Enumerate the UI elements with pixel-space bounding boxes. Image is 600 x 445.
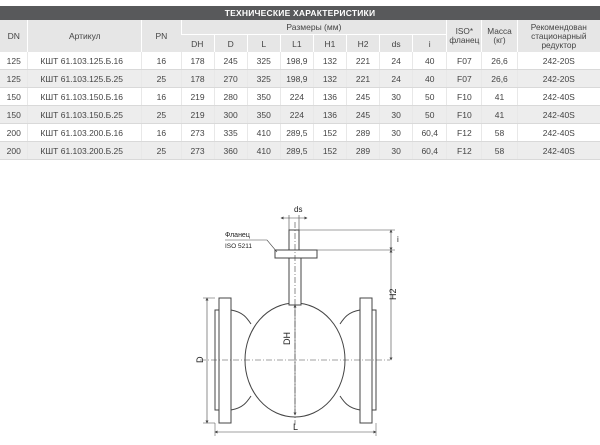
specifications-table xyxy=(0,6,600,160)
cell-dh: 178 xyxy=(181,52,214,70)
cell-l1: 224 xyxy=(280,106,313,124)
cell-article: КШТ 61.103.200.Б.25 xyxy=(28,142,142,160)
cell-i: 60,4 xyxy=(413,124,447,142)
cell-l: 325 xyxy=(247,70,280,88)
cell-i: 60,4 xyxy=(413,142,447,160)
table-row xyxy=(0,70,600,88)
header-iso-line1: ISO* xyxy=(455,26,474,36)
cell-l: 350 xyxy=(247,106,280,124)
cell-iso-flange: F10 xyxy=(447,106,482,124)
cell-h1: 136 xyxy=(313,88,346,106)
cell-pn: 25 xyxy=(142,70,181,88)
cell-iso-flange: F12 xyxy=(447,124,482,142)
cell-mass: 26,6 xyxy=(482,52,517,70)
cell-dn: 200 xyxy=(0,142,28,160)
cell-h2: 289 xyxy=(346,142,379,160)
table-row xyxy=(0,88,600,106)
cell-mass: 41 xyxy=(482,106,517,124)
header-mass-line1: Масса xyxy=(487,26,512,36)
cell-h2: 289 xyxy=(346,124,379,142)
cell-pn: 25 xyxy=(142,142,181,160)
cell-dh: 273 xyxy=(181,142,214,160)
cell-reducer: 242-20S xyxy=(517,70,600,88)
cell-article: КШТ 61.103.150.Б.25 xyxy=(28,106,142,124)
header-reducer-line1: Рекомендован xyxy=(530,21,587,32)
header-pn: PN xyxy=(142,20,181,52)
cell-dh: 273 xyxy=(181,124,214,142)
header-l1: L1 xyxy=(280,35,313,53)
cell-l: 325 xyxy=(247,52,280,70)
left-flange xyxy=(219,298,231,423)
cell-pn: 25 xyxy=(142,106,181,124)
cell-mass: 58 xyxy=(482,142,517,160)
cell-h2: 221 xyxy=(346,52,379,70)
header-h2: H2 xyxy=(346,35,379,53)
cell-reducer: 242-40S xyxy=(517,142,600,160)
flange-label-line1: Фланец xyxy=(225,232,250,239)
header-reducer-line2: стационарный xyxy=(531,30,587,41)
cell-h2: 245 xyxy=(346,88,379,106)
cell-l1: 224 xyxy=(280,88,313,106)
cell-ds: 24 xyxy=(380,52,413,70)
flange-label-line2: ISO 5211 xyxy=(225,243,252,250)
cell-i: 50 xyxy=(413,106,447,124)
cell-pn: 16 xyxy=(142,124,181,142)
header-mass xyxy=(482,20,517,52)
cell-iso-flange: F07 xyxy=(447,70,482,88)
cell-article: КШТ 61.103.150.Б.16 xyxy=(28,88,142,106)
header-l: L xyxy=(247,35,280,53)
stem-top xyxy=(289,230,299,250)
table-row xyxy=(0,142,600,160)
header-dh: DH xyxy=(181,35,214,53)
cell-d: 270 xyxy=(214,70,247,88)
header-dn: DN xyxy=(0,20,28,52)
cell-dn: 125 xyxy=(0,52,28,70)
table-body xyxy=(0,52,600,160)
cell-reducer: 242-40S xyxy=(517,88,600,106)
cell-iso-flange: F10 xyxy=(447,88,482,106)
dh-label: DH xyxy=(282,332,292,345)
cell-dn: 125 xyxy=(0,70,28,88)
cell-h1: 152 xyxy=(313,124,346,142)
cell-l1: 198,9 xyxy=(280,70,313,88)
cell-dn: 150 xyxy=(0,88,28,106)
cell-ds: 30 xyxy=(380,106,413,124)
cell-d: 245 xyxy=(214,52,247,70)
i-label: i xyxy=(397,235,399,244)
cell-h1: 132 xyxy=(313,52,346,70)
cell-ds: 30 xyxy=(380,124,413,142)
cell-iso-flange: F07 xyxy=(447,52,482,70)
cell-d: 280 xyxy=(214,88,247,106)
iso-flange-plate xyxy=(275,250,317,258)
header-h1: H1 xyxy=(313,35,346,53)
cell-i: 50 xyxy=(413,88,447,106)
cell-l: 410 xyxy=(247,124,280,142)
cell-dh: 219 xyxy=(181,106,214,124)
h2-label: H2 xyxy=(388,288,398,300)
cell-article: КШТ 61.103.200.Б.16 xyxy=(28,124,142,142)
cell-mass: 58 xyxy=(482,124,517,142)
l-label: L xyxy=(293,422,299,432)
cell-l: 410 xyxy=(247,142,280,160)
cell-h2: 245 xyxy=(346,106,379,124)
table-title: ТЕХНИЧЕСКИЕ ХАРАКТЕРИСТИКИ xyxy=(0,6,600,20)
right-flange xyxy=(360,298,372,423)
cell-h1: 152 xyxy=(313,142,346,160)
cell-reducer: 242-20S xyxy=(517,52,600,70)
table-row xyxy=(0,124,600,142)
header-mass-line2: (кг) xyxy=(493,35,506,45)
cell-d: 360 xyxy=(214,142,247,160)
cell-i: 40 xyxy=(413,52,447,70)
valve-drawing xyxy=(195,200,430,440)
cell-pn: 16 xyxy=(142,52,181,70)
header-ds: ds xyxy=(380,35,413,53)
cell-l1: 289,5 xyxy=(280,124,313,142)
cell-l: 350 xyxy=(247,88,280,106)
d-label: D xyxy=(195,356,205,363)
cell-i: 40 xyxy=(413,70,447,88)
cell-d: 335 xyxy=(214,124,247,142)
header-iso-flange xyxy=(447,20,482,52)
cell-reducer: 242-40S xyxy=(517,106,600,124)
table-row xyxy=(0,52,600,70)
cell-article: КШТ 61.103.125.Б.25 xyxy=(28,70,142,88)
header-reducer-line3: редуктор xyxy=(541,39,577,50)
cell-dh: 219 xyxy=(181,88,214,106)
cell-mass: 41 xyxy=(482,88,517,106)
cell-h1: 136 xyxy=(313,106,346,124)
cell-mass: 26,6 xyxy=(482,70,517,88)
cell-h1: 132 xyxy=(313,70,346,88)
cell-h2: 221 xyxy=(346,70,379,88)
cell-ds: 30 xyxy=(380,88,413,106)
cell-article: КШТ 61.103.125.Б.16 xyxy=(28,52,142,70)
header-sizes: Размеры (мм) xyxy=(181,20,447,35)
cell-l1: 198,9 xyxy=(280,52,313,70)
cell-reducer: 242-40S xyxy=(517,124,600,142)
header-i: i xyxy=(413,35,447,53)
cell-dh: 178 xyxy=(181,70,214,88)
cell-dn: 200 xyxy=(0,124,28,142)
cell-dn: 150 xyxy=(0,106,28,124)
header-article: Артикул xyxy=(28,20,142,52)
cell-d: 300 xyxy=(214,106,247,124)
cell-iso-flange: F12 xyxy=(447,142,482,160)
cell-l1: 289,5 xyxy=(280,142,313,160)
cell-pn: 16 xyxy=(142,88,181,106)
ds-label: ds xyxy=(294,205,303,214)
header-iso-line2: фланец xyxy=(449,35,480,45)
header-reducer xyxy=(517,20,600,52)
cell-ds: 30 xyxy=(380,142,413,160)
header-d: D xyxy=(214,35,247,53)
cell-ds: 24 xyxy=(380,70,413,88)
table-row xyxy=(0,106,600,124)
